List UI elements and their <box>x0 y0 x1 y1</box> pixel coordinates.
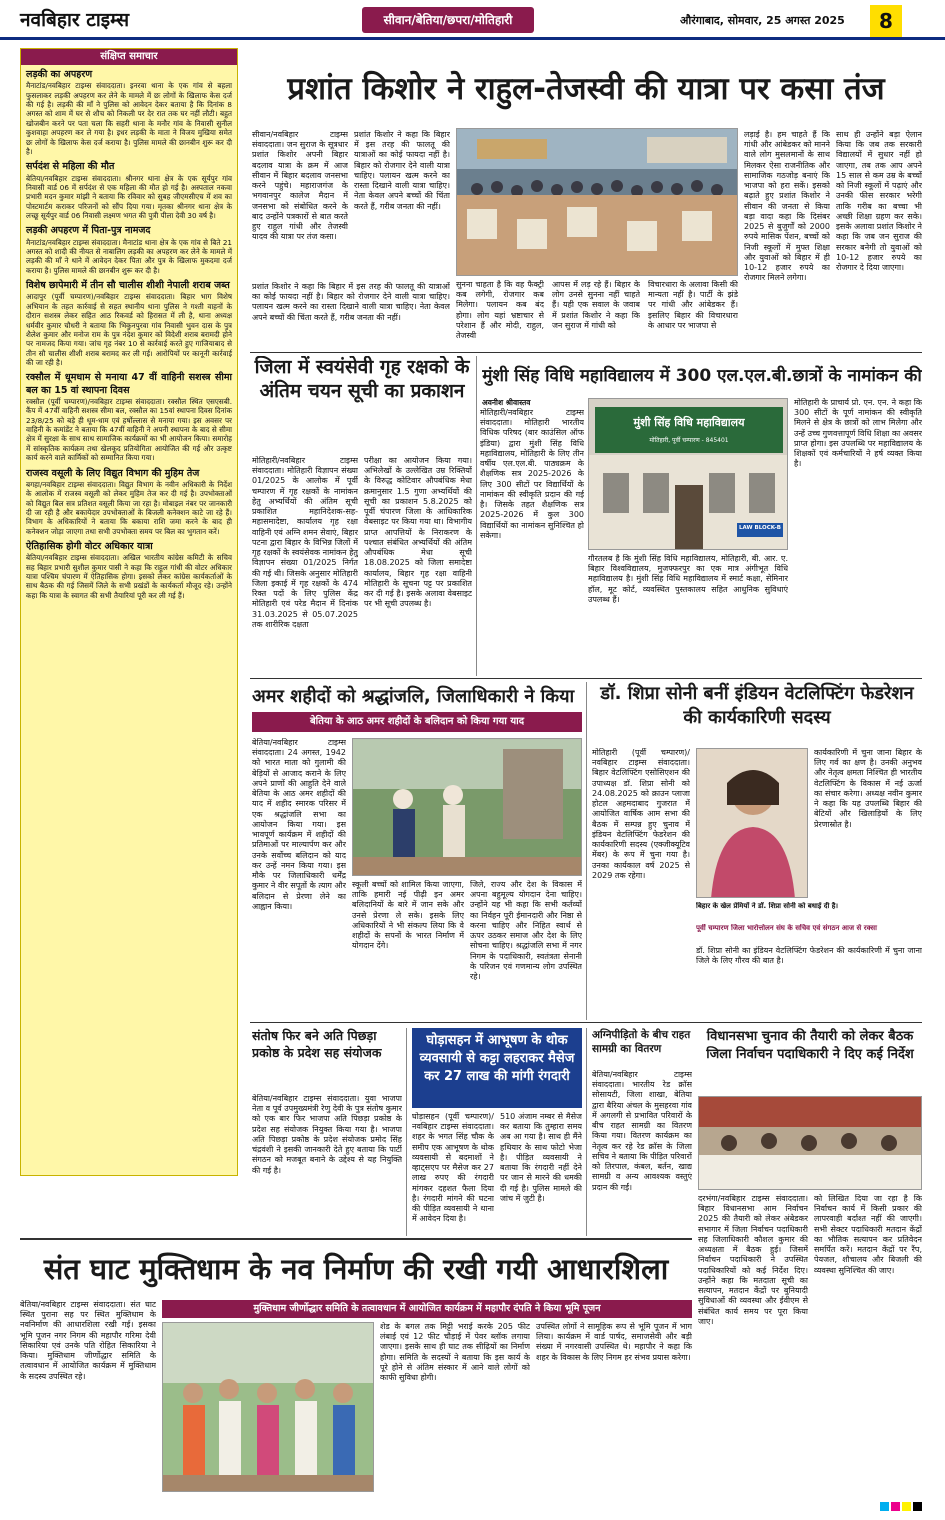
brief-headline: राजस्व वसूली के लिए विद्युत विभाग की मुहिम तेज <box>26 467 200 479</box>
lead-headline: प्रशांत किशोर ने राहुल-तेजस्वी की यात्रा पर कसा तंज <box>287 71 885 107</box>
law-col-1: मोतिहारी/नवबिहार टाइम्स संवाददाता। मोतिहारी भारतीय विधिक परिषद (बार काउंसिल ऑफ इंडिया) द्वारा मुंशी सिंह विधि महाविद्यालय, मोतिहारी के लिए तीन वर्षीय एल.एल.बी. पाठ्यक्रम के शैक्षणिक सत्र 2025-2026 के लिए 300 सीटों पर विद्यार्थियों के नामांकन की स्वीकृति प्रदान की गई है। जिसके तहत शैक्षणिक सत्र 2025-2026 में कुल 300 विद्यार्थियों का नामांकन सुनिश्चित हो सकेगा। <box>480 408 584 540</box>
page-header <box>0 0 945 40</box>
masthead-brand: नवबिहार टाइम्स <box>20 9 130 31</box>
martyrs-col-2: स्कूली बच्चों को शामिल किया जाएगा, ताकि हमारी नई पीढ़ी इन अमर बलिदानियों के बारे में जान सके और उनसे प्रेरणा ले सके। इसके लिए अधिकारियों ने भी संकल्प लिया कि वे शहीदों के सपनों के भारत निर्माण में योगदान देंगे। <box>352 880 464 951</box>
brief-body: बगहा/नवबिहार टाइम्स संवाददाता। विद्युत विभाग के नवीन अधिकारी के निर्देश के आलोक में राजस्व वसूली को लेकर मुहिम तेज कर दी गई है। उपभोक्ताओं को विद्युत बिल सत्र प्रतिशत वसूली किया जा रहा है। मोबाइल नंबर पर जानकारी दी जा रही है और बकायेदार उपभोक्ताओं के बिजली कनेक्शन काटे जा रहे हैं। विभाग के अधिकारियों ने बताया कि बकाया राशि जमा करने के बाद ही कनेक्शन जोड़ा जाएगा तथा सभी उपभोक्ता समय पर बिल का भुगतान करें। <box>26 479 232 536</box>
page-number: 8 <box>870 5 902 37</box>
cremation-col-2: शेड के बगल तक मिट्टी भराई करके 205 फीट लंबाई एवं 12 फीट चौड़ाई में पेवर ब्लॉक लगाया जाएगा। इसके साथ ही घाट तक सीढ़ियों का निर्माण होगा। समिति के सदस्यों ने बताया कि इस कार्य के पूरे होने से अंतिम संस्कार में आने वाले लोगों को काफी सुविधा होगी। <box>380 1322 530 1383</box>
divider <box>250 352 922 353</box>
brief-body: बेतिया/नवबिहार टाइम्स संवाददाता। श्रीनगर थाना क्षेत्र के एक सूर्यपुर गांव निवासी वार्ड 06 में सर्पदंश से एक महिला की मौत हो गई है। अस्पताल नकवा प्रभारी मदन कुमार मांझी ने बताया कि रविवार को सुबह जीएमसीएच में शव का पोस्टमार्टम कराकर परिजनों को सौंप दिया गया। मृतका श्रीनगर थाना क्षेत्र के लच्छू सूर्यपुर वार्ड 06 निवासी लक्ष्मण भगत की पुत्री पीला देवी 30 वर्ष है। <box>26 173 232 220</box>
election-col-2: को लिखित दिया जा रहा है कि निर्वाचन कार्य में किसी प्रकार की लापरवाही बर्दाश्त नहीं की जाएगी। सभी सेक्टर पदाधिकारी मतदान केंद्रों का भौतिक सत्यापन कर प्रतिवेदन समर्पित करें। मतदान केंद्रों पर रैंप, पेयजल, शौचालय और बिजली की व्यवस्था सुनिश्चित की जाए। <box>814 1194 922 1275</box>
martyrs-col-1: बेतिया/नवबिहार टाइम्स संवाददाता। 24 अगस्त, 1942 को भारत माता को गुलामी की बेड़ियों से आजाद कराने के लिए अपने प्राणों की आहुति देने वाले बेतिया के आठ अमर शहीदों की याद में शहीद स्मारक परिसर में एक श्रद्धांजलि सभा का आयोजन किया गया। इस भावपूर्ण कार्यक्रम में शहीदों की प्रतिमाओं पर माल्यार्पण कर और उनके सर्वोच्च बलिदान को याद कर उन्हें नमन किया गया। इस मौके पर जिलाधिकारी धर्मेंद्र कुमार ने वीर सपूतों के त्याग और बलिदान से प्रेरणा लेने का आह्वान किया। <box>252 738 346 911</box>
lead-col-1: सीवान/नवबिहार टाइम्स संवाददाता। जन सुराज के सूत्रधार प्रशांत किशोर अपनी बिहार बदलाव यात्रा के क्रम में आज सीवान में बिहार बदलाव जनसभा करने पहुंचे। महाराजगंज के भगवानपुर कालेज मैदान में जनसभा को संबोधित करने के बाद उन्होंने पत्रकारों से बात करते हुए राहुल गांधी और तेजस्वी यादव की यात्रा पर तंज कसा। <box>252 130 348 242</box>
sidebar-items <box>21 65 237 604</box>
cremation-col-1: बेतिया/नवबिहार टाइम्स संवाददाता। संत घाट स्थित पुराना सह पर स्थित मुक्तिधाम के नवनिर्माण की आधारशिला रखी गई। इसका भूमि पूजन नगर निगम की महापौर गरिमा देवी सिकारिया एवं उनके पति रोहित सिकारिया ने किया। मुक्तिधाम जीर्णोद्धार समिति के तत्वावधान में आयोजित कार्यक्रम में मुक्तिधाम के सदस्य उपस्थित रहे। <box>20 1300 156 1381</box>
reg-mark-yellow <box>902 1502 911 1511</box>
weightlifting-col-3: डॉ. शिप्रा सोनी का इंडियन वेटलिफ्टिंग फेडरेशन की कार्यकारिणी में चुना जाना जिले के लिए गौरव की बात है। <box>696 946 922 966</box>
sidebar-title: संक्षिप्त समाचार <box>21 49 237 65</box>
brief-body: रक्सौल (पूर्वी चम्पारण)/नवबिहार टाइम्स संवाददाता। रक्सौल स्थित एसएसबी. कैंप में 47वीं वाहिनी सशस्त्र सीमा बल, रक्सौल का 15वां स्थापना दिवस दिनांक 23/8/25 को बड़े ही धूम-धाम एवं हर्षोल्लास से मनाया गया। इस अवसर पर वाहिनी के कमांडेंट ने बताया कि 47वीं वाहिनी ने अपनी स्थापना के बाद से सीमा क्षेत्र में सुरक्षा के साथ साथ सामाजिक कार्यक्रमों का भी आयोजन किया। समारोह में सांस्कृतिक कार्यक्रम तथा खेलकूद प्रतियोगिता आयोजित की गई और उत्कृष्ट कार्य करने वाले कार्मिकों को सम्मानित किया गया। <box>26 397 232 463</box>
law-col-3: मोतिहारी के प्राचार्य प्रो. एन. एन. ने कहा कि 300 सीटों के पूर्ण नामांकन की स्वीकृति मिलने से क्षेत्र के छात्रों को लाभ मिलेगा और उन्हें उच्च गुणवत्तापूर्ण विधि शिक्षा का अवसर प्राप्त होगा। इस उपलब्धि पर महाविद्यालय के शिक्षकों एवं कर्मचारियों ने हर्ष व्यक्त किया है। <box>794 398 922 469</box>
rally-crowd-photo <box>456 128 738 276</box>
brief-headline: लड़की का अपहरण <box>26 69 93 80</box>
brief-headline: रक्सौल में धूमधाम से मनाया 47 वीं वाहिनी सशस्त्र सीमा बल का 15 वां स्थापना दिवस <box>26 372 232 396</box>
law-college-headline: मुंशी सिंह विधि महाविद्यालय में 300 एल.एल.बी.छात्रों के नामांकन की <box>482 366 922 386</box>
martyrs-memorial-photo <box>352 738 582 876</box>
cremation-subhead: मुक्तिधाम जीर्णोद्धार समिति के तत्वावधान में आयोजित कार्यक्रम में महापौर दंपति ने किया भूमि पूजन <box>162 1300 692 1318</box>
law-byline: अवनीश श्रीवास्तव <box>482 398 531 407</box>
sidebar-brief-news <box>20 48 238 1176</box>
election-meeting-photo <box>698 1096 922 1190</box>
divider <box>250 1022 922 1023</box>
cremation-col-3: उपस्थित लोगों ने सामूहिक रूप से भूमि पूजन में भाग लिया। कार्यक्रम में वार्ड पार्षद, समाजसेवी और बड़ी संख्या में नगरवासी उपस्थित थे। महापौर ने कहा कि शहर के विकास के लिए निगम हर संभव प्रयास करेगा। <box>536 1322 692 1362</box>
shipra-soni-photo <box>696 748 808 898</box>
homeguard-headline: जिला में स्वयंसेवी गृह रक्षको के अंतिम चयन सूची का प्रकाशन <box>254 356 470 402</box>
bhoomi-pujan-photo <box>162 1322 374 1492</box>
election-headline: विधानसभा चुनाव की तैयारी को लेकर बैठक जिला निर्वाचन पदाधिकारी ने दिए कई निर्देश <box>706 1029 914 1063</box>
brief-headline: ऐतिहासिक होगी वोटर अधिकार यात्रा <box>26 541 153 553</box>
homeguard-col-1: मोतिहारी/नवबिहार टाइम्स संवाददाता। मोतिहारी विज्ञापन संख्या 01/2025 के आलोक में पूर्वी चम्पारण में गृह रक्षकों के नामांकन हेतु अभ्यर्थियों की अंतिम सूची प्रकाशित महानिदेशक-सह-महासमादेष्टा, कार्यालय गृह रक्षा वाहिनी एवं अग्नि शमन सेवाएं, बिहार पटना द्वारा बिहार के विभिन्न जिलों में गृह रक्षकों के स्वयंसेवक नामांकन हेतु विज्ञापन संख्या 01/2025 निर्गत की गई थी। जिसके अनुसार मोतिहारी जिला इकाई में गृह रक्षकों के 474 रिक्त पदों के लिए पुलिस केंद्र मोतिहारी एवं परेड मैदान में दिनांक 31.03.2025 से 05.07.2025 तक शारीरिक दक्षता <box>252 456 358 629</box>
brief-body: बेतिया/नवबिहार टाइम्स संवाददाता। अखिल भारतीय कांग्रेस कमिटी के सचिव सह बिहार प्रभारी सुशील कुमार पासी ने कहा कि राहुल गांधी की वोटर अधिकार यात्रा पश्चिम चंपारण में ऐतिहासिक होगा। इसको लेकर कांग्रेस कार्यकर्ताओं के साथ बैठक की गई जिसमें जिले के सभी प्रखंडों के कार्यकर्ता मौजूद रहे। उन्होंने कहा कि यात्रा के स्वागत की सभी तैयारियां पूरी कर ली गई हैं। <box>26 553 232 600</box>
cremation-ghat-headline: संत घाट मुक्तिधाम के नव निर्माण की रखी गयी आधारशिला <box>43 1252 669 1286</box>
lead-under-2: आपस में लड़ रहे हैं। बिहार के लोग उनसे सुनना नहीं चाहते हैं। यही एक सवाल के जवाब में प्रशांत किशोर ने कहा कि जन सुराज में गांधी को <box>552 280 640 330</box>
lead-col-1-cont: प्रशांत किशोर ने कहा कि बिहार में इस तरह की फालतू की यात्राओं का कोई फायदा नहीं है। बिहार को रोजगार देने वाली यात्रा चाहिए। पलायन खत्म करने का रास्ता दिखाने वाली यात्रा चाहिए। नेता केवल अपने बच्चों की चिंता करते हैं, गरीब जनता की नहीं। <box>252 282 450 322</box>
homeguard-col-2: परीक्षा का आयोजन किया गया। अभिलेखों के उल्लेखित उम्र रिक्तियों के विरुद्ध कोटिवार औपबंधिक मेधा क्रमानुसार 1.5 गुणा अभ्यर्थियों की सूची का प्रकाशन 5.8.2025 को पूर्वी चंपारण जिला के आधिकारिक वेबसाइट पर किया गया था। विभागीय प्राप्त आपत्तियों के निराकरण के पश्चात संबंधित अभ्यर्थियों की अंतिम औपबंधिक मेधा सूची 18.08.2025 को जिला समादेष्टा कार्यालय, बिहार गृह रक्षा वाहिनी मोतिहारी के सूचना पट्ट पर प्रकाशित कर दी गई है। इसके अलावा वेबसाइट पर भी सूची उपलब्ध है। <box>364 456 472 609</box>
reg-mark-cyan <box>880 1502 889 1511</box>
dateline: औरंगाबाद, सोमवार, 25 अगस्त 2025 <box>680 14 845 27</box>
lead-under-3: विचारधारा के अलावा किसी की मान्यता नहीं है। पार्टी के झंडे पर गांधी और आंबेडकर हैं। इसलिए बिहार की विचारधारा के आधार पर भाजपा से <box>648 280 738 330</box>
column-divider <box>406 1028 407 1236</box>
registration-marks <box>880 1502 922 1511</box>
brief-body: मैनाटांड/नवबिहार टाइम्स संवाददाता। मैनाटांड थाना क्षेत्र के एक गांव से बिते 21 अगस्त को शादी की नीयत से नाबालिग लड़की का अपहरण कर लेने के मामले में लड़की की माँ ने थाने में आवेदन देकर पिता और पुत्र के खिलाफ मुकदमा दर्ज कराया है। पुलिस मामले की छानबीन शुरू कर दी है। <box>26 237 232 275</box>
brief-body: आदापुर (पूर्वी चम्पारण)/नवबिहार टाइम्स संवाददाता। बिहार भाग विशेष अभियान के तहत कार्रवाई से सहत स्थानीय थाना पुलिस ने गश्ती वाहनों के दौरान सशस्त्र लेकर सहित आठ रिकवर्ड को हिरासत में ली है, थाना अध्यक्ष धर्मवीर कुमार चौधरी ने बताया कि भिकुनपुरवा गांव निवासी भुवन दास के पुत्र शैलेश कुमार और मनोज राम के पुत्र नंदेश कुमार को विदेशी शराब बरामदी होने पर नामजद किया गया। जांच गृह नंबर 10 से कार्रवाई करते हुए गाजियाबाद से तीन सौ चालीस शीशी शराब बरामद कर ली गई। आरोपियों पर कानूनी कार्रवाई की जा रही है। <box>26 292 232 367</box>
obc-cell-headline: संतोष फिर बने अति पिछड़ा प्रकोष्ठ के प्रदेश सह संयोजक <box>252 1028 382 1060</box>
weightlifting-col-1: मोतिहारी (पूर्वी चम्पारण)/नवबिहार टाइम्स संवाददाता। बिहार वेटलिफ्टिंग एसोसिएशन की उपाध्यक्ष डॉ. शिप्रा सोनी को 24.08.2025 को क्राउन प्लाजा होटल अहमदाबाद गुजरात में आयोजित वार्षिक आम सभा की बैठक में सम्पन्न हुए चुनाव में इंडियन वेटलिफ्टिंग फेडरेशन की कार्यकारिणी सदस्य (एक्जीक्यूटिव मेंबर) के रूप में चुना गया है। उनका कार्यकाल वर्ष 2025 से 2029 तक रहेगा। <box>592 748 690 880</box>
divider <box>20 1238 692 1240</box>
brief-body: मैनाटांड/नवबिहार टाइम्स संवाददाता। इनरवा थाना के एक गांव से बहला फुसलाकर लड़की अपहरण कर लेने के मामले में छः लोगों के खिलाफ केस दर्ज की गई है। लड़की की माँ ने पुलिस को आवेदन देकर बताया है कि दिनांक 8 अगस्त को शाम में घर से शौच को निकली पर देर रात तक घर नहीं लौटी। बहुत खोजबीन करने पर पता चला कि सहरी थाना के मनौर गांव के निवासी सुनील कुशवाहा अपहरण कर ले गया है। इधर लड़की के माता ने विजय मुखिया समेत छः लोगों के खिलाफ केस दर्ज कराया है। पुलिस मामले की छानबीन शुरू कर दी है। <box>26 81 232 156</box>
divider <box>250 678 922 679</box>
photo-caption: बिहार के खेल प्रेमियों ने डॉ. शिप्रा सोनी को बधाई दी है। <box>696 902 839 910</box>
martyrs-subhead: बेतिया के आठ अमर शहीदों के बलिदान को किया गया याद <box>252 712 582 732</box>
extortion-headline: घोड़ासहन में आभूषण के थोक व्यवसायी से कट्टा लहराकर मैसेज कर 27 लाख की मांगी रंगदारी <box>412 1028 582 1108</box>
brief-headline: विशेष छापेमारी में तीन सौ चालीस शीशी नेपाली शराब जब्त <box>26 280 230 292</box>
law-college-photo <box>588 398 788 550</box>
reg-mark-magenta <box>891 1502 900 1511</box>
martyrs-headline: अमर शहीदों को श्रद्धांजलि, जिलाधिकारी ने किया <box>252 686 575 707</box>
region-banner: सीवान/बेतिया/छपरा/मोतिहारी <box>362 7 534 33</box>
obc-cell-col-1: बेतिया/नवबिहार टाइम्स संवाददाता। युवा भाजपा नेता व पूर्व उपमुख्यमंत्री रेणु देवी के पुत्र संतोष कुमार को एक बार फिर भाजपा अति पिछड़ा प्रकोष्ठ के प्रदेश सह संयोजक नियुक्त किया गया है। भाजपा अति पिछड़ा प्रकोष्ठ के प्रदेश संयोजक प्रमोद सिंह चंद्रवंशी ने इसकी जानकारी देते हुए बताया कि पार्टी संगठन को मजबूत बनाने के उद्देश्य से यह नियुक्ति की गई है। <box>252 1094 402 1175</box>
election-col-1: दरभंगा/नवबिहार टाइम्स संवाददाता। बिहार विधानसभा आम निर्वाचन 2025 की तैयारी को लेकर अंबेडकर सभागार में जिला निर्वाचन पदाधिकारी सह जिलाधिकारी कौशल कुमार की अध्यक्षता में बैठक हुई। जिसमें निर्वाचन पदाधिकारी ने उपस्थित पदाधिकारियों को कई निर्देश दिए। उन्होंने कहा कि मतदाता सूची का सत्यापन, मतदान केंद्रों पर बुनियादी सुविधाओं की व्यवस्था और ईवीएम से संबंधित कार्य समय पर पूरा किया जाए। <box>698 1194 808 1326</box>
extortion-col-1: घोड़ासहन (पूर्वी चम्पारण)/नवबिहार टाइम्स संवाददाता। शहर के भगत सिंह चौक के समीप एक आभूषण के थोक व्यवसायी से बदमाशों ने व्हाट्सएप पर मैसेज कर 27 लाख रुपए की रंगदारी मांगकर दहशत फैला दिया है। रंगदारी मांगने की घटना की पीड़ित व्यवसायी ने थाना में आवेदन दिया है। <box>412 1112 494 1224</box>
martyrs-col-3: जिले, राज्य और देश के विकास में अपना बहुमूल्य योगदान देना चाहिए। उन्होंने यह भी कहा कि सभी कर्तव्यों का निर्वहन पूरी ईमानदारी और निष्ठा से करना चाहिए और निहित स्वार्थ से ऊपर उठकर समाज और देश के लिए सोचना चाहिए। श्रद्धांजलि सभा में नगर निगम के पदाधिकारी, स्वतंत्रता सेनानी के परिजन एवं गणमान्य लोग उपस्थित रहे। <box>470 880 582 982</box>
extortion-col-2: 510 अंजाम नम्बर से मैसेज कर बताया कि तुम्हारा समय अब आ गया है। साथ ही मैंने हथियार के साथ फोटो भेजा है। पीड़ित व्यवसायी ने बताया कि रंगदारी नहीं देने पर जान से मारने की धमकी दी गई है। पुलिस मामले की जांच में जुटी है। <box>500 1112 582 1203</box>
brief-headline: सर्पदंश से महिला की मौत <box>26 161 115 173</box>
weightlifting-headline: डॉ. शिप्रा सोनी बनीं इंडियन वेटलिफ्टिंग फेडरेशन की कार्यकारिणी सदस्य <box>600 683 914 729</box>
reg-mark-black <box>913 1502 922 1511</box>
college-sign: मुंशी सिंह विधि महाविद्यालय <box>633 416 745 429</box>
block-label: LAW BLOCK-B <box>739 525 781 531</box>
lead-col-4: साथ ही उन्होंने बड़ा ऐलान किया कि जब तक सरकारी विद्यालयों में सुधार नहीं हो जाएगा, तब तक आप अपने 15 साल से कम उम्र के बच्चों को निजी स्कूलों में पढ़ाएं और उनकी फीस सरकार भरेगी ताकि गरीब का बच्चा भी अच्छी शिक्षा ग्रहण कर सके। इसके अलावा प्रशांत किशोर ने कहा कि जब जन सुराज की सरकार बनेगी तो युवाओं को 10-12 हजार रुपये का रोजगार दे दिया जाएगा। <box>836 130 922 273</box>
college-sign-sub: मोतिहारी, पूर्वी चम्पारण - 845401 <box>649 437 729 444</box>
relief-headline: अग्निपीड़ितो के बीच राहत सामग्री का वितरण <box>592 1029 691 1056</box>
lead-under-1: सुनना चाहता है कि वह फैक्ट्री कब लगेगी, रोजगार कब मिलेगा। पलायन कब बंद होगा। लोग यहां भ्रष्टाचार से परेशान हैं और मोदी, राहुल, तेजस्वी <box>456 280 544 341</box>
column-divider <box>586 1028 587 1236</box>
photo-caption-2: पूर्वी चम्पारण जिला भारोत्तोलन संघ के सचिव एवं संगठन आज से रक्सा <box>696 924 877 932</box>
brief-headline: लड़की अपहरण में पिता-पुत्र नामजद <box>26 225 151 237</box>
column-divider <box>586 682 587 1020</box>
relief-col-1: बेतिया/नवबिहार टाइम्स संवाददाता। भारतीय रेड क्रॉस सोसायटी, जिला शाखा, बेतिया द्वारा बैरिया अंचल के मुसहरवा गांव में अगलगी से प्रभावित परिवारों के बीच राहत सामग्री का वितरण किया गया। वितरण कार्यक्रम का नेतृत्व कर रहे रेड क्रॉस के जिला सचिव ने बताया कि पीड़ित परिवारों को तिरपाल, कंबल, बर्तन, खाद्य सामग्री व अन्य आवश्यक वस्तुएं प्रदान की गईं। <box>592 1070 692 1192</box>
weightlifting-col-2: कार्यकारिणी में चुना जाना बिहार के लिए गर्व का क्षण है। उनकी अनुभव और नेतृत्व क्षमता निश्चित ही भारतीय वेटलिफ्टिंग के विकास में नई ऊर्जा का संचार करेगा। अध्यक्ष नवीन कुमार ने कहा कि यह उपलब्धि बिहार की बेटियों और खिलाड़ियों के लिए प्रेरणास्रोत है। <box>814 748 922 829</box>
column-divider <box>476 356 477 676</box>
law-col-2: गौरतलब है कि मुंशी सिंह विधि महाविद्यालय, मोतिहारी, बी. आर. ए. बिहार विश्वविद्यालय, मुजफ्फरपुर का एक मात्र अंगीभूत विधि महाविद्यालय है। मुंशी सिंह विधि महाविद्यालय में स्मार्ट कक्षा, सेमिनार हॉल, मूट कोर्ट, व्यवस्थित पुस्तकालय सहित आधुनिक सुविधाएं उपलब्ध हैं। <box>588 554 788 604</box>
lead-col-3: लड़ाई है। हम चाहते हैं कि गांधी और आंबेडकर को मानने वाले लोग मुसलमानों के साथ मिलकर ऐसा राजनीतिक और सामाजिक गठजोड़ बनाएं कि भाजपा को हरा सकें। इसको बढ़ाते हुए प्रशांत किशोर ने सीवान की जनता से किया बड़ा वादा कहा कि दिसंबर 2025 से बुजुर्गों को 2000 रुपये मासिक पेंशन, बच्चों को निजी स्कूलों में मुफ्त शिक्षा और युवाओं को बिहार में ही 10-12 हजार रुपये का रोजगार मिलने लगेगा। <box>744 130 830 283</box>
lead-col-2: प्रशांत किशोर ने कहा कि बिहार में इस तरह की फालतू की यात्राओं का कोई फायदा नहीं है। बिहार को रोजगार देने वाली यात्रा चाहिए। पलायन खत्म करने का रास्ता दिखाने वाली यात्रा चाहिए। नेता केवल अपने बच्चों की चिंता करते हैं, गरीब जनता की नहीं। <box>354 130 450 211</box>
